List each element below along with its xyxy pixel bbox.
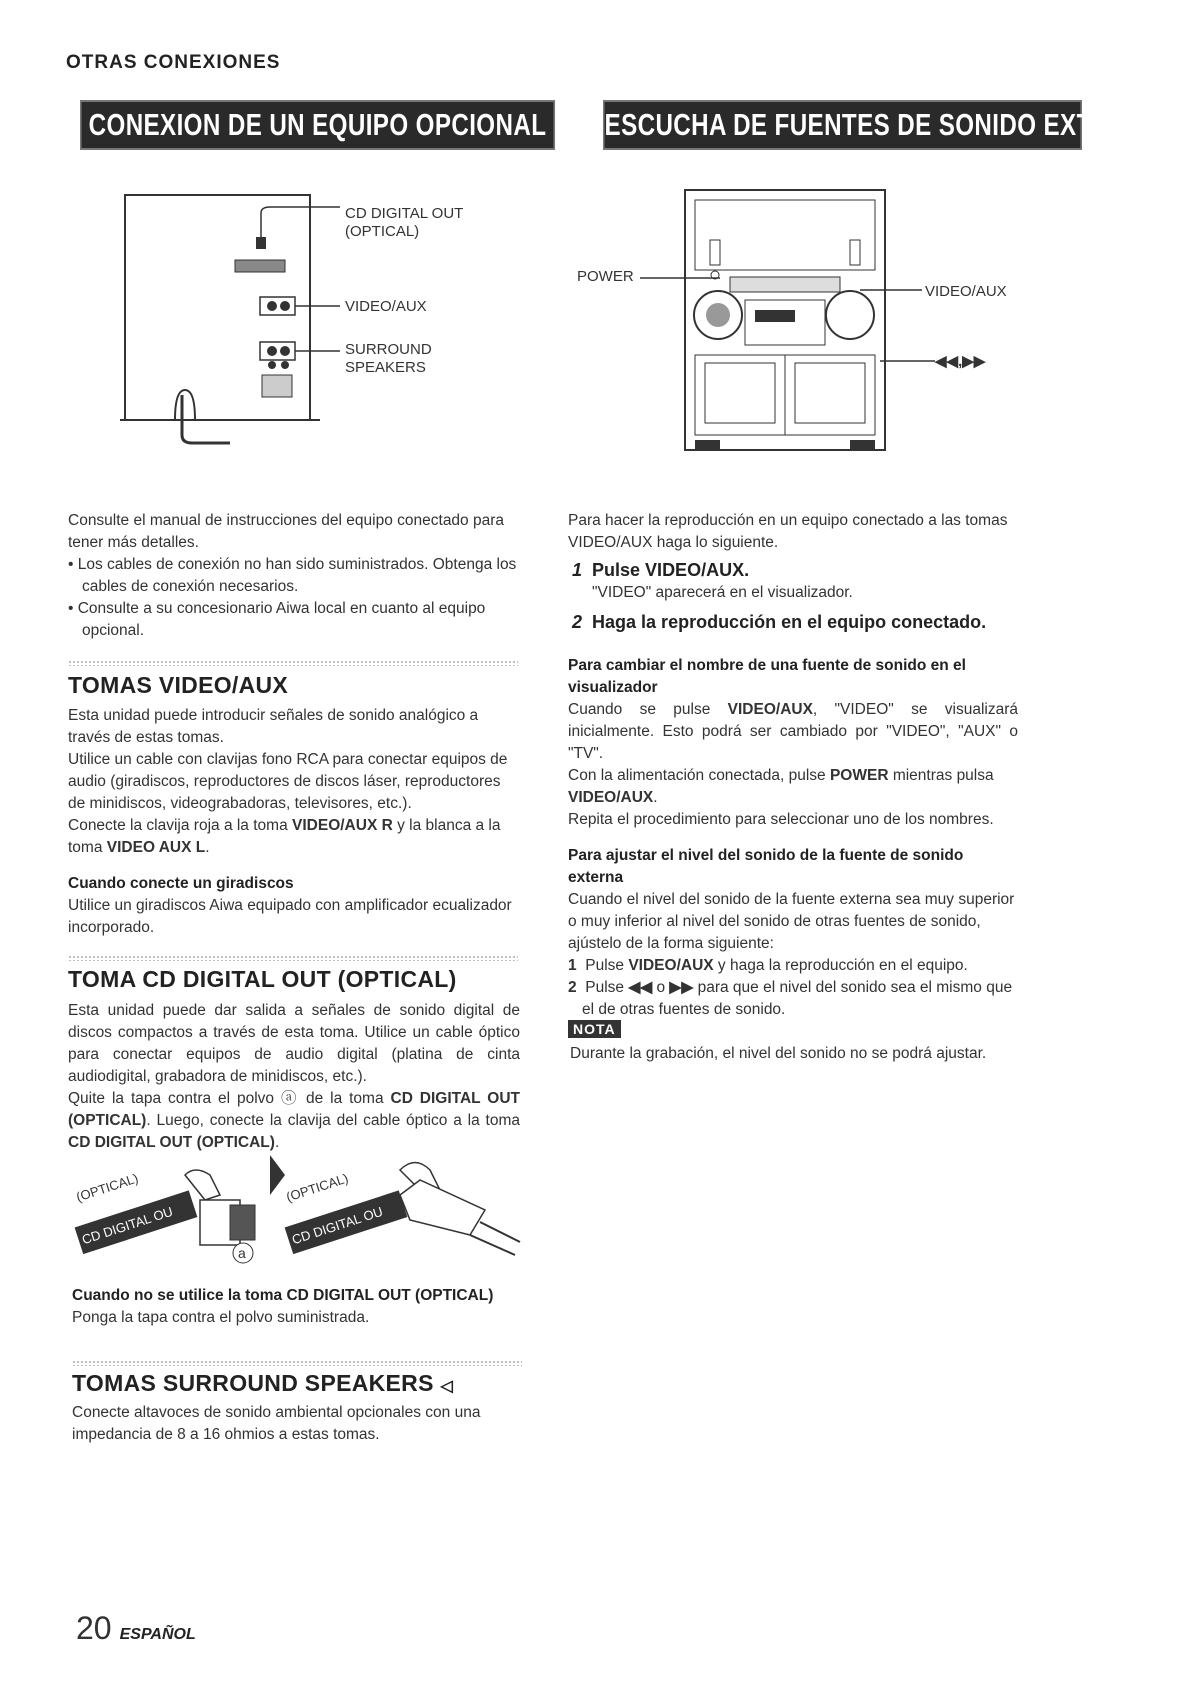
cd-para-2: Quite la tapa contra el polvo ⓐ de la toma CD DIGITAL OUT (OPTICAL). Luego, conecte la clavija del cable óptico a la toma CD DIGITAL OUT (OPTICAL). [68, 1090, 520, 1151]
plug-label-optical-2: (OPTICAL) [284, 1170, 351, 1205]
video-para-2: Utilice un cable con clavijas fono RCA para conectar equipos de audio (giradiscos, reproductores de discos láser, reproductores de minidiscos, videograbadoras, televisores, etc.). [68, 751, 508, 812]
heading-giradiscos: Cuando conecte un giradiscos [68, 875, 294, 892]
left-bullet-2: • Consulte a su concesionario Aiwa local en cuanto al equipo opcional. [68, 600, 486, 639]
section-label: OTRAS CONEXIONES [66, 52, 281, 73]
label-speakers: SPEAKERS [345, 359, 426, 376]
nivel-step-1: 1 Pulse VIDEO/AUX y haga la reproducción en el equipo. [568, 957, 968, 974]
page-footer [76, 1610, 196, 1647]
language-label: ESPAÑOL [119, 1626, 196, 1643]
nombre-para-1: Cuando se pulse VIDEO/AUX, "VIDEO" se visualizará inicialmente. Esto podrá ser cambiado por "VIDEO", "AUX" o "TV". [568, 701, 1018, 762]
cd-para-1: Esta unidad puede dar salida a señales de sonido digital de discos compactos a través de esta toma. Utilice un cable óptico para conectar equipos de audio digital (platina de cinta audiodigital, grabadora de minidiscos, etc.). [68, 1002, 520, 1085]
skip-leader-line [880, 355, 935, 369]
divider-dots-3 [72, 1360, 522, 1366]
page-number: 20 [76, 1610, 112, 1646]
plug-label-a: a [238, 1245, 246, 1261]
right-intro: Para hacer la reproducción en un equipo conectado a las tomas VIDEO/AUX haga lo siguiente. [568, 512, 1008, 551]
label-video-aux-right: VIDEO/AUX [925, 283, 1007, 300]
label-video-aux: VIDEO/AUX [345, 298, 427, 315]
nombre-para-3: Repita el procedimiento para seleccionar uno de los nombres. [568, 811, 994, 828]
divider-dots-1 [68, 660, 518, 666]
power-leader-line [640, 270, 720, 290]
left-intro: Consulte el manual de instrucciones del equipo conectado para tener más detalles. [68, 512, 505, 551]
video-para-3: Conecte la clavija roja a la toma VIDEO/AUX R y la blanca a la toma VIDEO AUX L. [68, 817, 501, 856]
label-surround: SURROUND [345, 341, 432, 358]
step-1: 1 Pulse VIDEO/AUX. [572, 560, 750, 580]
heading-nombre: Para cambiar el nombre de una fuente de sonido en el visualizador [568, 657, 966, 696]
no-cd-para: Ponga la tapa contra el polvo suministrada. [72, 1309, 370, 1326]
surround-para: Conecte altavoces de sonido ambiental opcionales con una impedancia de 8 a 16 ohmios a estas tomas. [72, 1404, 481, 1443]
stereo-front-diagram [680, 185, 895, 465]
heading-cd-digital-out: TOMA CD DIGITAL OUT (OPTICAL) [68, 966, 457, 992]
left-banner-title: CONEXION DE UN EQUIPO OPCIONAL [80, 100, 555, 150]
heading-surround: TOMAS SURROUND SPEAKERS ◁ [72, 1370, 454, 1396]
nombre-para-2: Con la alimentación conectada, pulse POWER mientras pulsa VIDEO/AUX. [568, 767, 994, 806]
left-bullet-1: • Los cables de conexión no han sido suministrados. Obtenga los cables de conexión necesarios. [68, 556, 517, 595]
plug-label-cd-2: CD DIGITAL OU [289, 1203, 385, 1248]
step-2: 2 Haga la reproducción en el equipo conectado. [572, 612, 987, 632]
video-leader-line [860, 280, 922, 300]
video-para-1: Esta unidad puede introducir señales de sonido analógico a través de estas tomas. [68, 707, 479, 746]
label-skip-buttons: ◀◀,▶▶ [935, 353, 986, 370]
step-1-sub: "VIDEO" aparecerá en el visualizador. [592, 584, 853, 601]
heading-video-aux: TOMAS VIDEO/AUX [68, 672, 289, 698]
heading-no-cd: Cuando no se utilice la toma CD DIGITAL OUT (OPTICAL) [72, 1287, 494, 1304]
label-optical: (OPTICAL) [345, 223, 420, 240]
plug-label-optical-1: (OPTICAL) [74, 1170, 141, 1205]
heading-nivel: Para ajustar el nivel del sonido de la fuente de sonido externa [568, 847, 964, 886]
speaker-icon: ◁ [440, 1378, 454, 1395]
right-banner-title: ESCUCHA DE FUENTES DE SONIDO EXTERNAS [603, 100, 1082, 150]
plug-label-cd-1: CD DIGITAL OU [79, 1203, 175, 1248]
divider-dots-2 [68, 955, 518, 961]
label-cd-digital-out: CD DIGITAL OUT [345, 205, 464, 222]
label-power: POWER [577, 268, 634, 285]
nivel-step-2: 2 Pulse ◀◀ o ▶▶ para que el nivel del sonido sea el mismo que el de otras fuentes de sonido. [568, 979, 1013, 1018]
nota-badge: NOTA [568, 1020, 621, 1038]
giradiscos-para: Utilice un giradiscos Aiwa equipado con amplificador ecualizador incorporado. [68, 897, 512, 936]
nota-para: Durante la grabación, el nivel del sonido no se podrá ajustar. [570, 1045, 987, 1062]
nivel-para: Cuando el nivel del sonido de la fuente externa sea muy superior o muy inferior al nivel del sonido de otras fuentes de sonido, ajústelo de la forma siguiente: [568, 891, 1015, 952]
